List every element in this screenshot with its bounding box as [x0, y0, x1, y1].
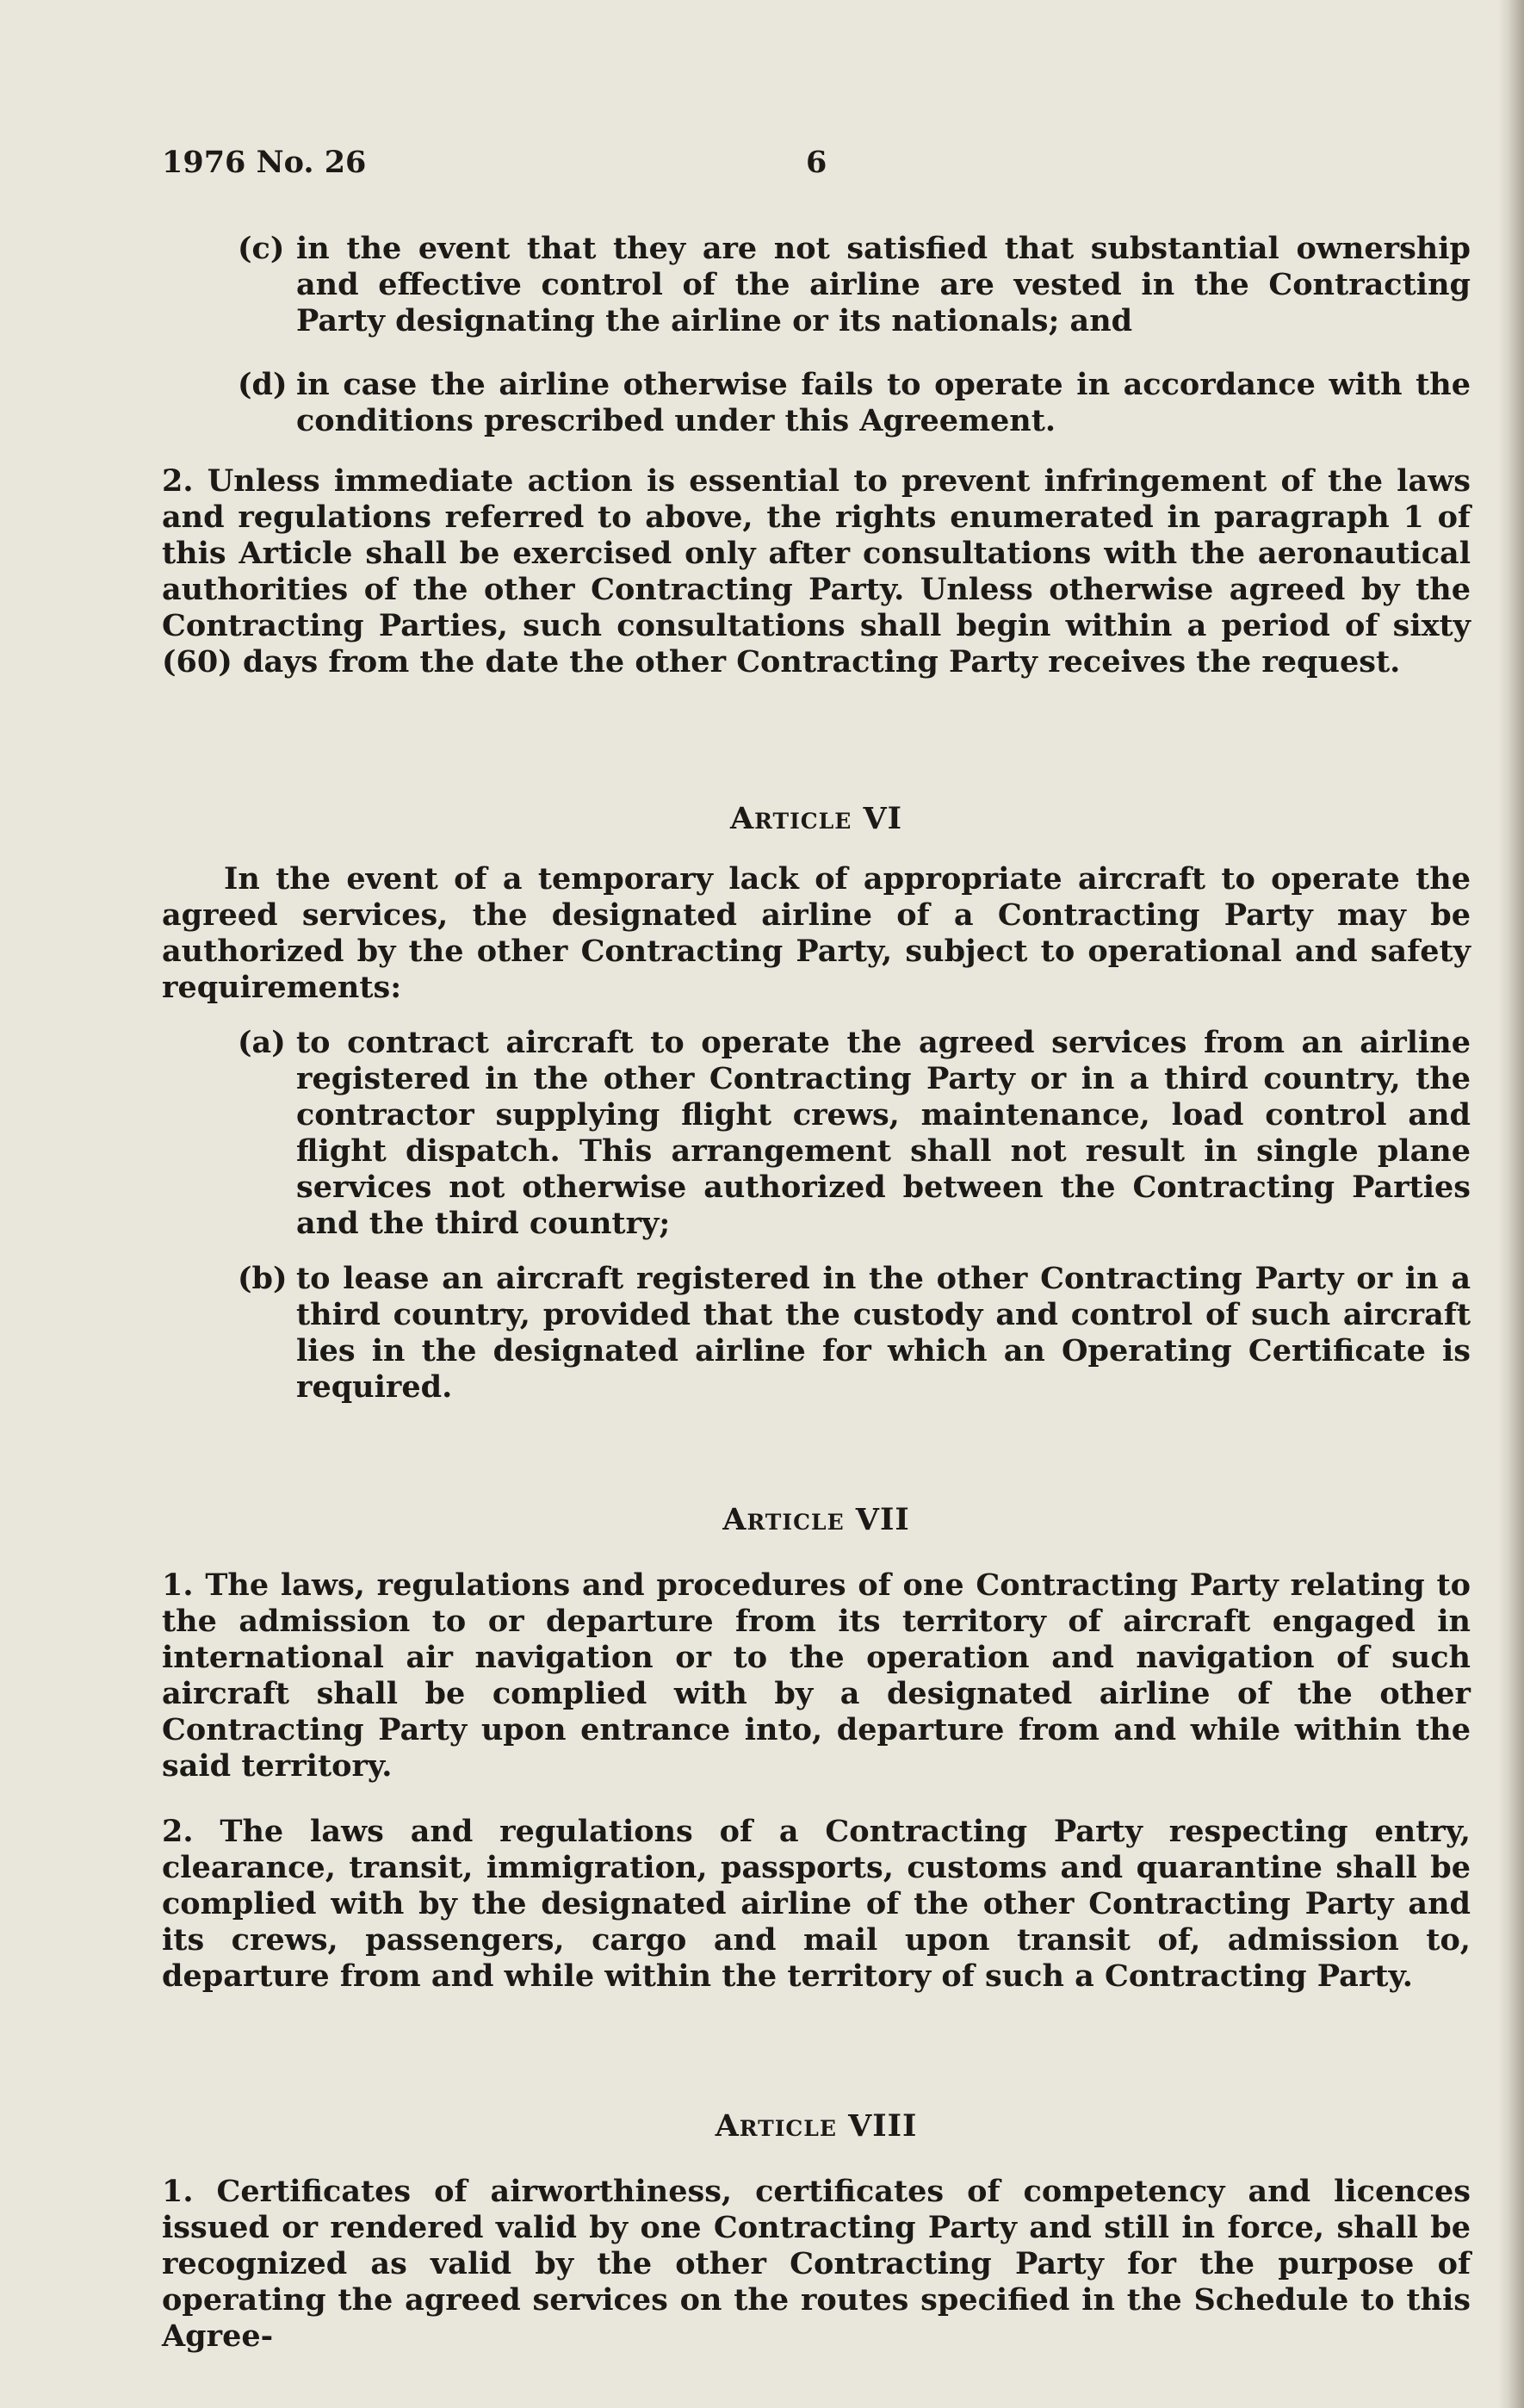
page-spine-shadow [1498, 0, 1524, 2408]
article-7-paragraph-1: 1. The laws, regulations and procedures of one Contracting Party relating to the admission to or departure from its territory of aircraft engaged in international air navigation or to the operation and navigation of such aircraft shall be complied with by a designated airline of the other Contracting Party upon entrance into, departure from and while within the said territory. [162, 1567, 1471, 1784]
article-7-paragraph-2: 2. The laws and regulations of a Contracting Party respecting entry, clearance, transit, immigration, passports, customs and quarantine shall be complied with by the designated airline of the other Contracting Party and its crews, passengers, cargo and mail upon transit of, admission to, departure from and while within the territory of such a Contracting Party. [162, 1814, 1471, 1994]
page-number: 6 [806, 145, 827, 180]
list-item-b [238, 1261, 1471, 1406]
article-6-heading: Article VI [729, 801, 903, 836]
list-item-c [238, 231, 1471, 339]
article-6-intro: In the event of a temporary lack of appropriate aircraft to operate the agreed services, the designated airline of a Contracting Party may be authorized by the other Contracting Party, subject to operational and safety requirements: [162, 861, 1471, 1005]
list-item-d [238, 367, 1471, 439]
item-label: (a) [238, 1025, 286, 1060]
item-text: to lease an aircraft registered in the other Contracting Party or in a third country, provided that the custody and control of such aircraft lies in the designated airline for which an Operating Certificate is required. [296, 1261, 1471, 1405]
item-text: in the event that they are not satisfied that substantial ownership and effective control of the airline are vested in the Contracting Party designating the airline or its nationals; and [296, 231, 1471, 338]
article-8-paragraph-1: 1. Certificates of airworthiness, certificates of competency and licences issued or rendered valid by one Contracting Party and still in force, shall be recognized as valid by the other Contracting Party for the purpose of operating the agreed services on the routes specified in the Schedule to this Agree- [162, 2174, 1471, 2354]
article-8-heading: Article VIII [715, 2108, 918, 2144]
article-7-heading: Article VII [722, 1502, 910, 1537]
item-text: to contract aircraft to operate the agreed services from an airline registered in the other Contracting Party or in a third country, the contractor supplying flight crews, maintenance, load control and flight dispatch. This arrangement shall not result in single plane services not otherwise authorized between the Contracting Parties and the third country; [296, 1025, 1471, 1241]
item-label: (b) [238, 1261, 288, 1296]
item-label: (c) [238, 231, 285, 266]
document-page [162, 145, 1471, 2355]
list-item-a [238, 1025, 1471, 1242]
article-5-paragraph-2: 2. Unless immediate action is essential to prevent infringement of the laws and regulations referred to above, the rights enumerated in paragraph 1 of this Article shall be exercised only after consultations with the aeronautical authorities of the other Contracting Party. Unless otherwise agreed by the Contracting Parties, such consultations shall begin within a period of sixty (60) days from the date the other Contracting Party receives the request. [162, 463, 1471, 680]
item-text: in case the airline otherwise fails to operate in accordance with the conditions prescribed under this Agreement. [296, 367, 1471, 438]
item-label: (d) [238, 367, 288, 402]
statute-reference: 1976 No. 26 [162, 145, 367, 180]
running-head [162, 145, 1471, 183]
